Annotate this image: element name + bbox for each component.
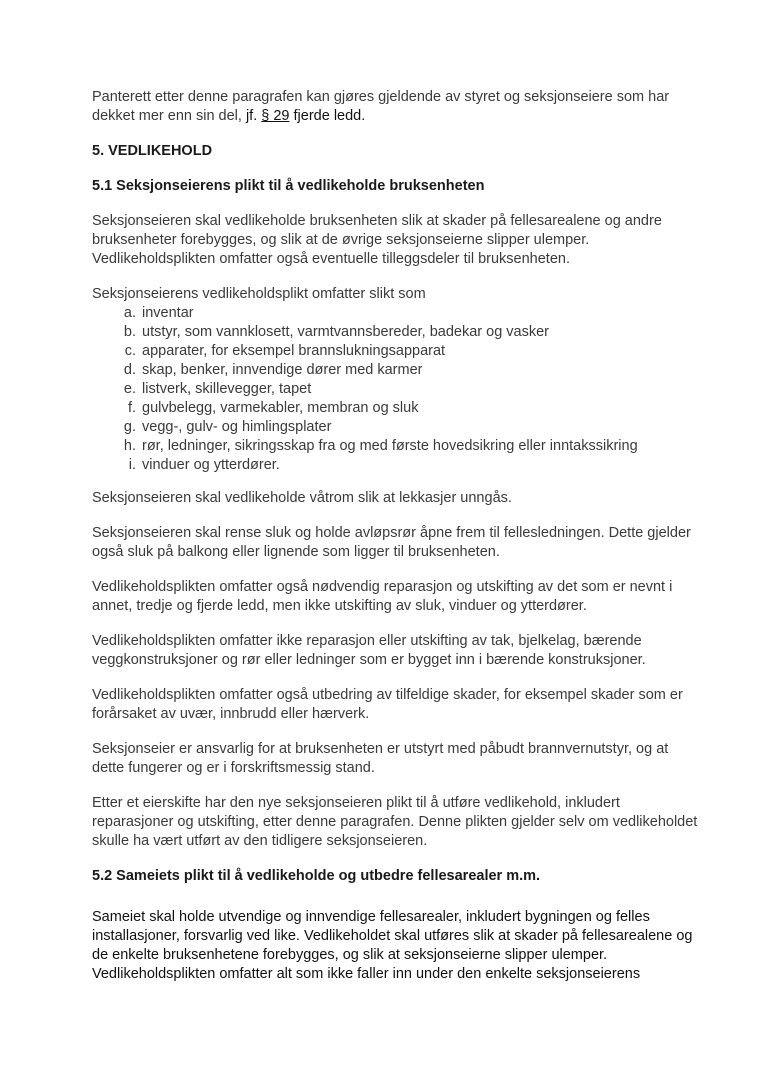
list-marker: b. <box>123 324 136 340</box>
list-marker: e. <box>123 381 136 397</box>
list-item <box>120 304 699 323</box>
list-item-text: utstyr, som vannklosett, varmtvannsbereder, badekar og vasker <box>142 324 550 340</box>
paragraph-5: Vedlikeholdsplikten omfatter ikke reparasjon eller utskifting av tak, bjelkelag, bærende veggkonstruksjoner og rør eller ledninger som er bygget inn i bærende konstruksjoner. <box>92 633 646 668</box>
list-item <box>120 437 699 456</box>
jf-text: jf. <box>245 108 262 124</box>
list-item-text: skap, benker, innvendige dører med karmer <box>142 362 423 378</box>
paragraph-4: Vedlikeholdsplikten omfatter også nødvendig reparasjon og utskifting av det som er nevnt i annet, tredje og fjerde ledd, men ikke utskifting av sluk, vinduer og ytterdører. <box>92 579 673 614</box>
list-item-text: gulvbelegg, varmekabler, membran og sluk <box>142 400 419 416</box>
list-item-text: vinduer og ytterdører. <box>142 457 280 473</box>
list-marker: d. <box>123 362 136 378</box>
paragraph-1: Seksjonseieren skal vedlikeholde bruksenheten slik at skader på fellesarealene og andre bruksenheter forebygges, og slik at de øvrige seksjonseierne slipper ulemper. Vedlikeholdsplikten omfatter også eventuelle tilleggsdeler til bruksenheten. <box>92 213 662 267</box>
list-item-text: inventar <box>142 305 194 321</box>
list-item <box>120 323 699 342</box>
intro-text: Panterett etter denne paragrafen kan gjøres gjeldende av styret og seksjonseiere som har dekket mer enn sin del, <box>92 89 670 124</box>
list-item-text: rør, ledninger, sikringsskap fra og med første hovedsikring eller inntakssikring <box>142 438 638 454</box>
paragraph-6: Vedlikeholdsplikten omfatter også utbedring av tilfeldige skader, for eksempel skader som er forårsaket av uvær, innbrudd eller hærverk. <box>92 687 683 722</box>
list-intro: Seksjonseierens vedlikeholdsplikt omfatter slikt som <box>92 286 426 302</box>
paragraph-2: Seksjonseieren skal vedlikeholde våtrom slik at lekkasjer unngås. <box>92 490 512 506</box>
paragraph-7: Seksjonseier er ansvarlig for at bruksenheten er utstyrt med påbudt brannvernutstyr, og at dette fungerer og er i forskriftsmessig stand. <box>92 741 669 776</box>
paragraph-3: Seksjonseieren skal rense sluk og holde avløpsrør åpne frem til fellesledningen. Dette gjelder også sluk på balkong eller lignende som ligger til bruksenheten. <box>92 525 691 560</box>
list-item-text: apparater, for eksempel brannslukningsapparat <box>142 343 446 359</box>
section-heading-5: 5. VEDLIKEHOLD <box>92 143 213 159</box>
list-item <box>120 399 699 418</box>
list-marker: a. <box>123 305 136 321</box>
list-marker: i. <box>128 457 136 473</box>
maintenance-list <box>92 304 699 475</box>
list-item <box>120 361 699 380</box>
paragraph-9: Sameiet skal holde utvendige og innvendige fellesarealer, inkludert bygningen og felles installasjoner, forsvarlig ved like. Vedlikeholdet skal utføres slik at skader på fellesarealene og de enkelte bruksenhetene forebygges, og slik at seksjonseierne slipper ulemper. Vedlikeholdsplikten omfatter alt som ikke faller inn under den enkelte seksjonseierens <box>92 909 693 982</box>
list-item-text: vegg-, gulv- og himlingsplater <box>142 419 332 435</box>
paragraph-8: Etter et eierskifte har den nye seksjonseieren plikt til å utføre vedlikehold, inkludert reparasjoner og utskifting, etter denne paragrafen. Denne plikten gjelder selv om vedlikeholdet skulle ha vært utført av den tidligere seksjonseieren. <box>92 795 698 849</box>
section-heading-5-2: 5.2 Sameiets plikt til å vedlikeholde og utbedre fellesarealer m.m. <box>92 868 541 884</box>
list-item <box>120 342 699 361</box>
list-marker: g. <box>123 419 136 435</box>
section-heading-5-1: 5.1 Seksjonseierens plikt til å vedlikeholde bruksenheten <box>92 178 485 194</box>
section-29-link[interactable]: § 29 <box>261 108 290 124</box>
list-marker: h. <box>123 438 136 454</box>
intro-tail-text: fjerde ledd. <box>289 108 366 124</box>
list-marker: c. <box>124 343 136 359</box>
list-item <box>120 380 699 399</box>
list-item-text: listverk, skillevegger, tapet <box>142 381 312 397</box>
intro-paragraph <box>92 88 699 126</box>
list-item <box>120 418 699 437</box>
list-item <box>120 456 699 475</box>
list-marker: f. <box>127 400 136 416</box>
